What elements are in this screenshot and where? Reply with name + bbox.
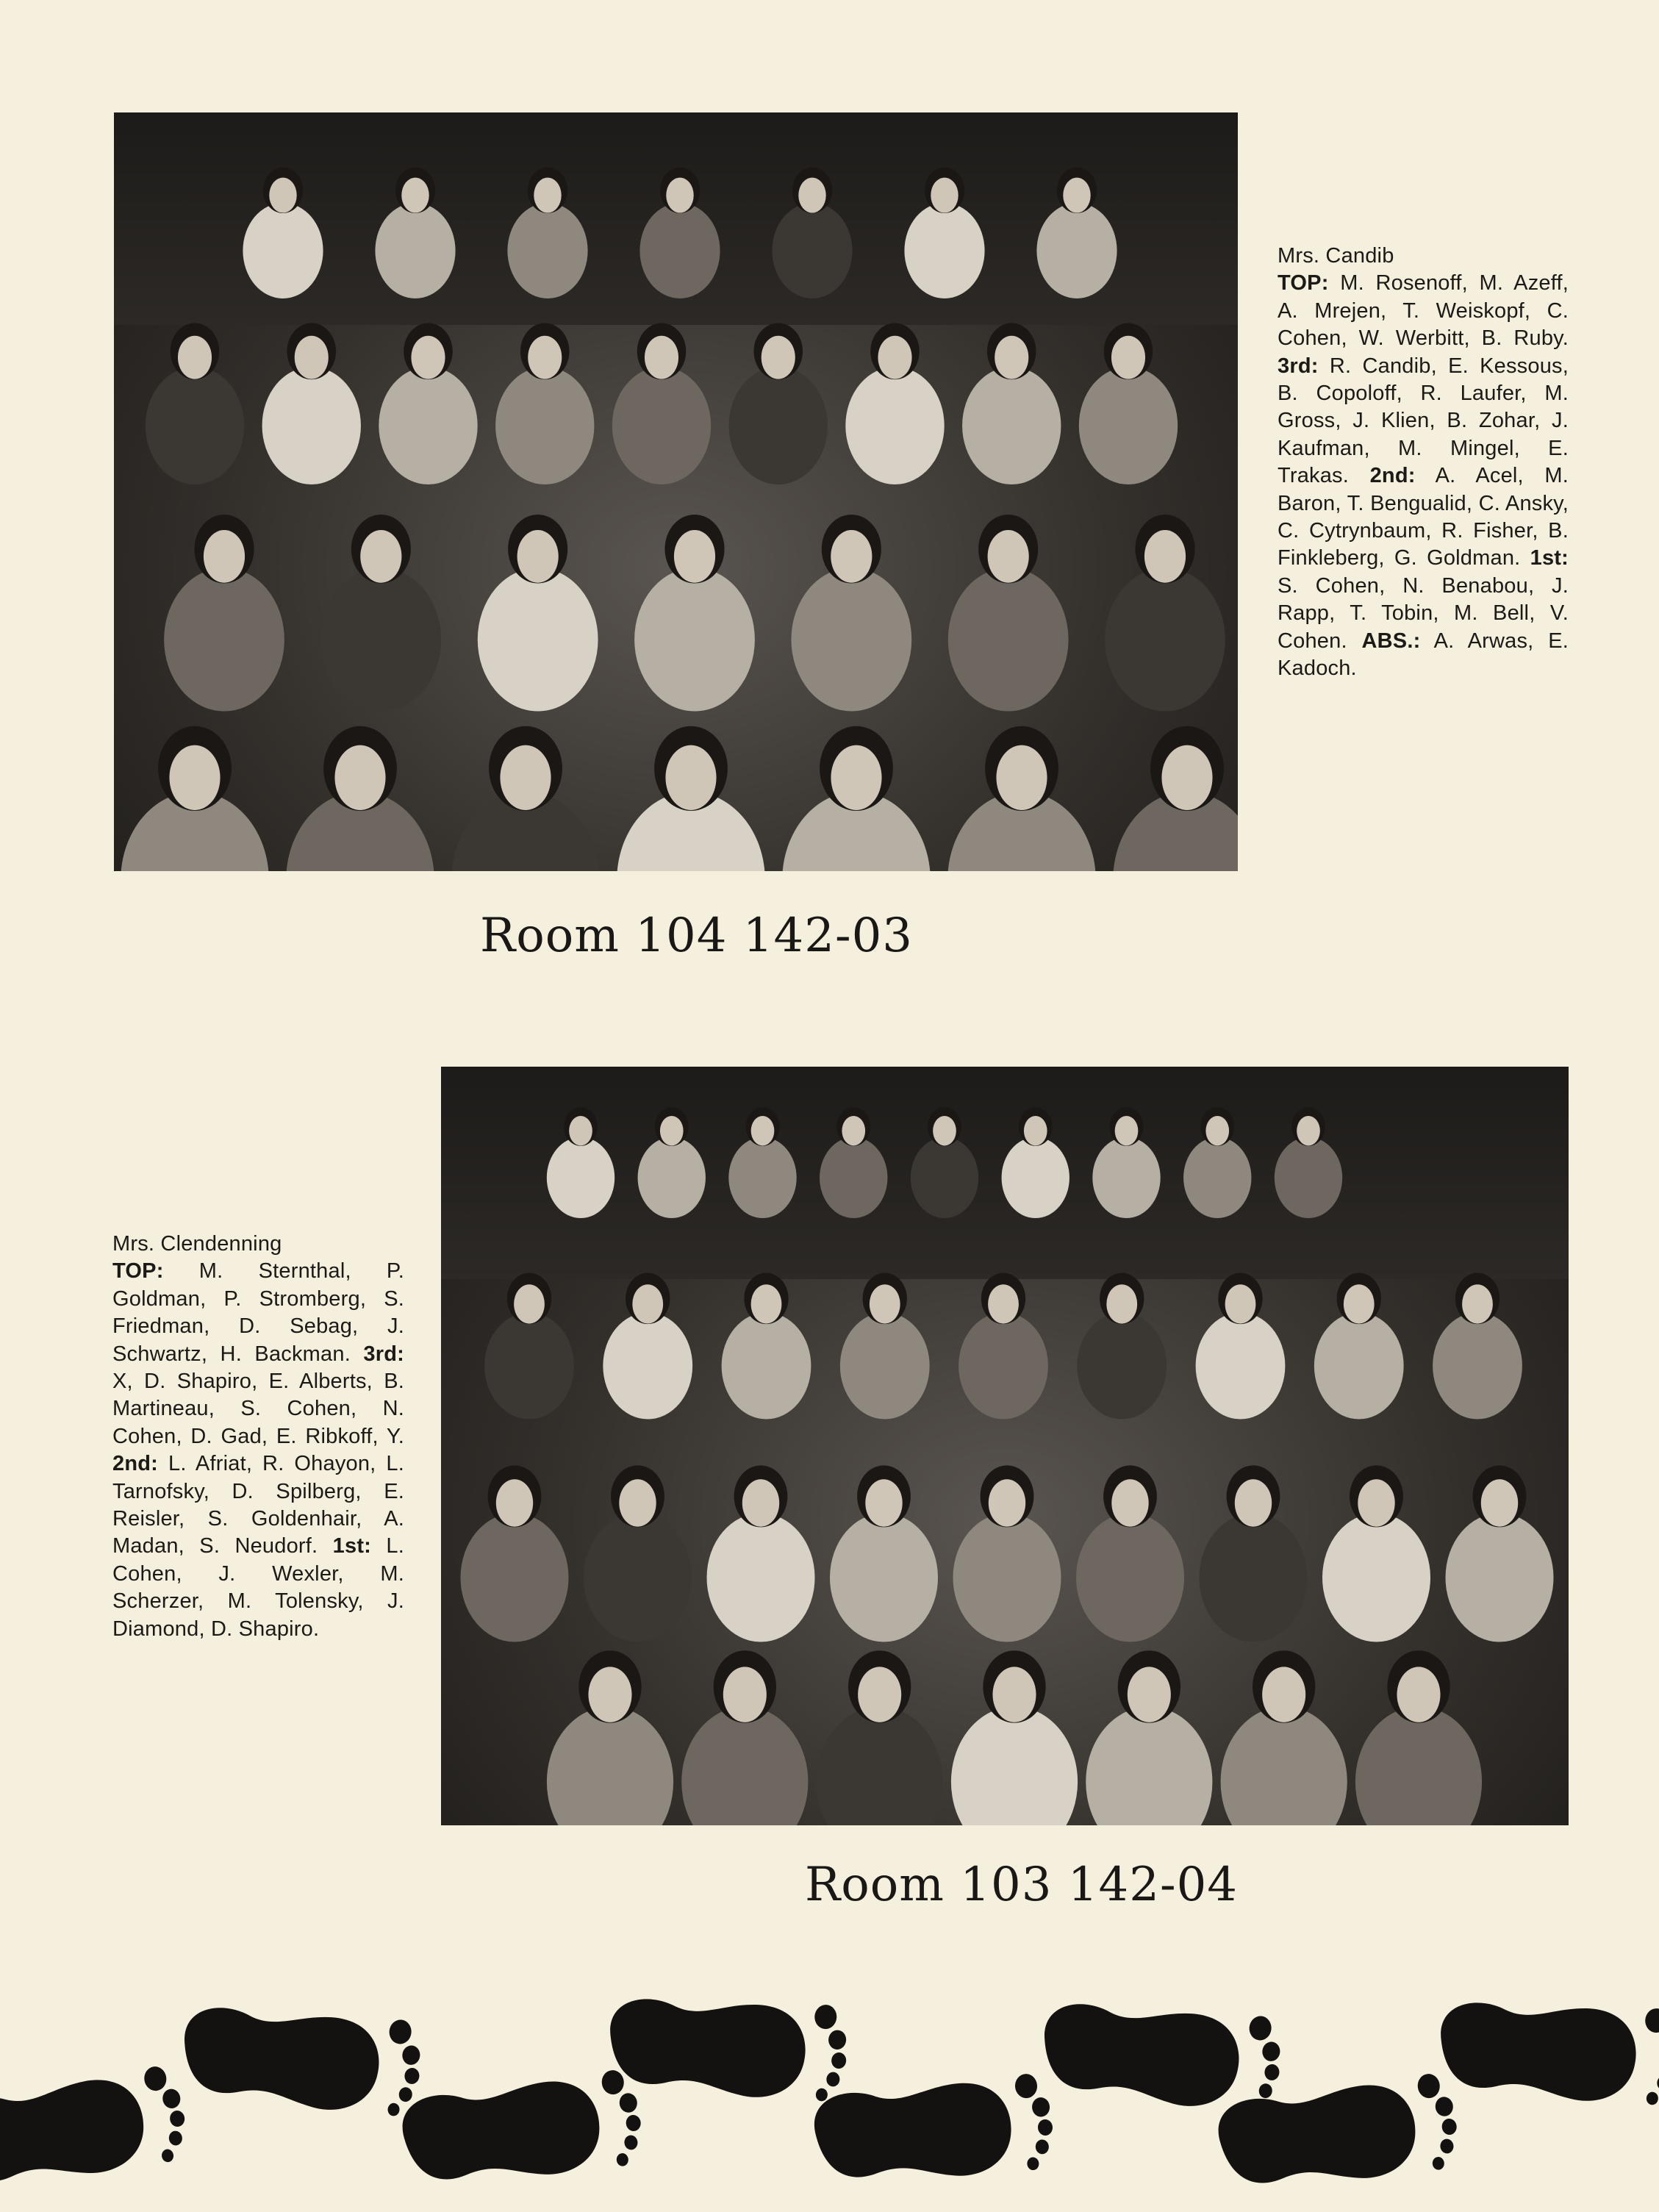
- person-torso: [959, 1313, 1048, 1420]
- person-face: [1344, 1284, 1375, 1323]
- person-torso: [547, 1707, 673, 1826]
- person-torso: [243, 203, 323, 298]
- row-names: L. Afriat, R. Ohayon, L. Tarnofsky, D. Spilberg, E. Reisler, S. Goldenhair, A. Madan, S. Neudorf.: [112, 1452, 404, 1558]
- person-torso: [904, 203, 984, 298]
- person-face: [751, 1284, 782, 1323]
- person-face: [514, 1284, 545, 1323]
- row-names: S. Cohen, N. Benabou, J. Rapp, T. Tobin, M. Bell, V. Cohen.: [1278, 573, 1569, 653]
- person-face: [995, 336, 1028, 379]
- person-face: [528, 336, 562, 379]
- person-face: [1205, 1116, 1229, 1145]
- person-torso: [911, 1137, 978, 1218]
- person-torso: [1200, 1514, 1308, 1642]
- row-label: 2nd:: [1369, 464, 1416, 488]
- person-face: [534, 178, 561, 213]
- person-torso: [603, 1313, 692, 1420]
- person-torso: [729, 367, 828, 484]
- person-torso: [681, 1707, 808, 1826]
- person-face: [632, 1284, 663, 1323]
- person-face: [842, 1116, 865, 1145]
- person-torso: [728, 1137, 796, 1218]
- person-face: [588, 1667, 631, 1722]
- person-face: [1397, 1667, 1440, 1722]
- person-torso: [379, 367, 477, 484]
- person-face: [401, 178, 429, 213]
- person-face: [831, 530, 872, 583]
- person-face: [1106, 1284, 1137, 1323]
- class-photo-room-103: [441, 1067, 1569, 1825]
- person-face: [295, 336, 329, 379]
- group-photo-figures: [441, 1067, 1569, 1825]
- person-face: [858, 1667, 901, 1722]
- person-face: [674, 530, 715, 583]
- person-torso: [484, 1313, 574, 1420]
- person-torso: [612, 367, 711, 484]
- person-face: [1481, 1479, 1518, 1526]
- person-torso: [722, 1313, 811, 1420]
- person-torso: [820, 1137, 887, 1218]
- person-torso: [962, 367, 1061, 484]
- person-torso: [262, 367, 361, 484]
- row-names: A. Arwas, E. Kadoch.: [1278, 629, 1569, 681]
- person-face: [666, 178, 693, 213]
- person-torso: [1196, 1313, 1286, 1420]
- person-face: [178, 336, 212, 379]
- person-torso: [375, 203, 455, 298]
- person-torso: [320, 568, 441, 712]
- footprint-icon: [179, 1997, 425, 2119]
- person-torso: [164, 568, 284, 712]
- footprint-icon: [1039, 1994, 1285, 2115]
- person-torso: [1077, 1313, 1167, 1420]
- person-face: [1063, 178, 1090, 213]
- row-label: 2nd:: [112, 1452, 159, 1476]
- person-face: [204, 530, 245, 583]
- person-face: [831, 745, 881, 810]
- person-torso: [584, 1514, 692, 1642]
- person-torso: [146, 367, 244, 484]
- person-torso: [840, 1313, 930, 1420]
- person-face: [334, 745, 385, 810]
- row-names: L. Cohen, J. Wexler, M. Scherzer, M. Tolensky, J. Diamond, D. Shapiro.: [112, 1534, 404, 1641]
- person-torso: [707, 1514, 815, 1642]
- person-torso: [1275, 1137, 1342, 1218]
- footprint-icon: [811, 2072, 1056, 2186]
- person-torso: [1183, 1137, 1251, 1218]
- row-label: TOP:: [112, 1259, 164, 1284]
- person-face: [1262, 1667, 1305, 1722]
- row-names: M. Sternthal, P. Goldman, P. Stromberg, S. Friedman, D. Sebag, J. Schwartz, H. Backman.: [112, 1259, 404, 1366]
- person-torso: [953, 1514, 1061, 1642]
- person-torso: [1221, 1707, 1347, 1826]
- person-torso: [1036, 203, 1117, 298]
- person-face: [1024, 1116, 1047, 1145]
- person-torso: [495, 367, 594, 484]
- row-label: 3rd:: [1278, 354, 1319, 378]
- row-names: M. Rosenoff, M. Azeff, A. Mrejen, T. Weiskopf, C. Cohen, W. Werbitt, B. Ruby.: [1278, 271, 1569, 351]
- teacher-name: Mrs. Candib: [1278, 244, 1394, 268]
- room-title: Room 103 142-04: [805, 1858, 1238, 1912]
- person-face: [1128, 1667, 1171, 1722]
- row-label: 3rd:: [363, 1342, 404, 1366]
- person-face: [1297, 1116, 1320, 1145]
- row-label: ABS.:: [1361, 629, 1421, 653]
- person-face: [1111, 336, 1145, 379]
- row-label: 1st:: [332, 1534, 372, 1558]
- person-torso: [1355, 1707, 1482, 1826]
- person-face: [269, 178, 296, 213]
- row-label: TOP:: [1278, 271, 1329, 296]
- group-photo-figures: [114, 112, 1238, 871]
- person-torso: [1079, 367, 1178, 484]
- person-face: [645, 336, 678, 379]
- class-photo-room-104: [114, 112, 1238, 871]
- person-torso: [507, 203, 587, 298]
- person-face: [1225, 1284, 1256, 1323]
- person-face: [411, 336, 445, 379]
- person-face: [1144, 530, 1186, 583]
- person-face: [1115, 1116, 1139, 1145]
- person-face: [989, 1479, 1025, 1526]
- person-face: [500, 745, 551, 810]
- person-torso: [830, 1514, 938, 1642]
- person-torso: [951, 1707, 1078, 1826]
- room-title: Room 104 142-03: [480, 909, 913, 963]
- person-torso: [1086, 1707, 1212, 1826]
- person-torso: [461, 1514, 569, 1642]
- person-face: [1358, 1479, 1394, 1526]
- person-face: [878, 336, 911, 379]
- person-torso: [1092, 1137, 1160, 1218]
- person-face: [870, 1284, 900, 1323]
- caption-room-104: [1278, 243, 1569, 683]
- person-torso: [478, 568, 598, 712]
- person-torso: [772, 203, 852, 298]
- person-face: [517, 530, 559, 583]
- person-face: [723, 1667, 767, 1722]
- person-face: [988, 1284, 1019, 1323]
- person-torso: [845, 367, 944, 484]
- footprint-icon: [0, 2064, 190, 2193]
- footprint-icon: [1437, 1994, 1659, 2107]
- person-face: [496, 1479, 533, 1526]
- person-face: [1235, 1479, 1272, 1526]
- row-label: 1st:: [1530, 546, 1569, 570]
- person-face: [933, 1116, 956, 1145]
- person-face: [996, 745, 1047, 810]
- person-face: [751, 1116, 775, 1145]
- person-torso: [1446, 1514, 1554, 1642]
- row-names: R. Candib, E. Kessous, B. Copoloff, R. Laufer, M. Gross, J. Klien, B. Zohar, J. Kaufman, M. Mingel, E. Trakas.: [1278, 354, 1569, 488]
- person-face: [660, 1116, 684, 1145]
- person-face: [931, 178, 958, 213]
- person-face: [1462, 1284, 1493, 1323]
- person-torso: [638, 1137, 706, 1218]
- footprint-border: [0, 1985, 1659, 2212]
- person-torso: [639, 203, 720, 298]
- person-face: [865, 1479, 902, 1526]
- person-torso: [817, 1707, 943, 1826]
- person-face: [1161, 745, 1212, 810]
- person-torso: [1322, 1514, 1430, 1642]
- person-face: [762, 336, 795, 379]
- teacher-name: Mrs. Clendenning: [112, 1232, 282, 1256]
- footprint-icon: [1214, 2072, 1461, 2193]
- person-face: [169, 745, 220, 810]
- person-torso: [1076, 1514, 1184, 1642]
- person-torso: [791, 568, 911, 712]
- person-torso: [1002, 1137, 1069, 1218]
- person-face: [988, 530, 1029, 583]
- person-torso: [948, 568, 1069, 712]
- person-face: [569, 1116, 592, 1145]
- row-names: X, D. Shapiro, E. Alberts, B. Martineau, S. Cohen, N. Cohen, D. Gad, E. Ribkoff, Y.: [112, 1370, 404, 1448]
- caption-room-103: [112, 1231, 404, 1643]
- person-face: [798, 178, 825, 213]
- footprint-icon: [606, 1990, 850, 2103]
- person-face: [742, 1479, 779, 1526]
- person-torso: [547, 1137, 614, 1218]
- row-names: A. Acel, M. Baron, T. Bengualid, C. Ansky, C. Cytrynbaum, R. Fisher, B. Finkleberg, G. Goldman.: [1278, 464, 1569, 570]
- person-torso: [634, 568, 755, 712]
- person-torso: [1105, 568, 1225, 712]
- person-torso: [1314, 1313, 1404, 1420]
- person-face: [360, 530, 401, 583]
- person-torso: [1433, 1313, 1522, 1420]
- footprint-icon: [398, 2068, 645, 2189]
- person-face: [992, 1667, 1036, 1722]
- person-face: [1111, 1479, 1148, 1526]
- person-face: [665, 745, 716, 810]
- person-face: [619, 1479, 656, 1526]
